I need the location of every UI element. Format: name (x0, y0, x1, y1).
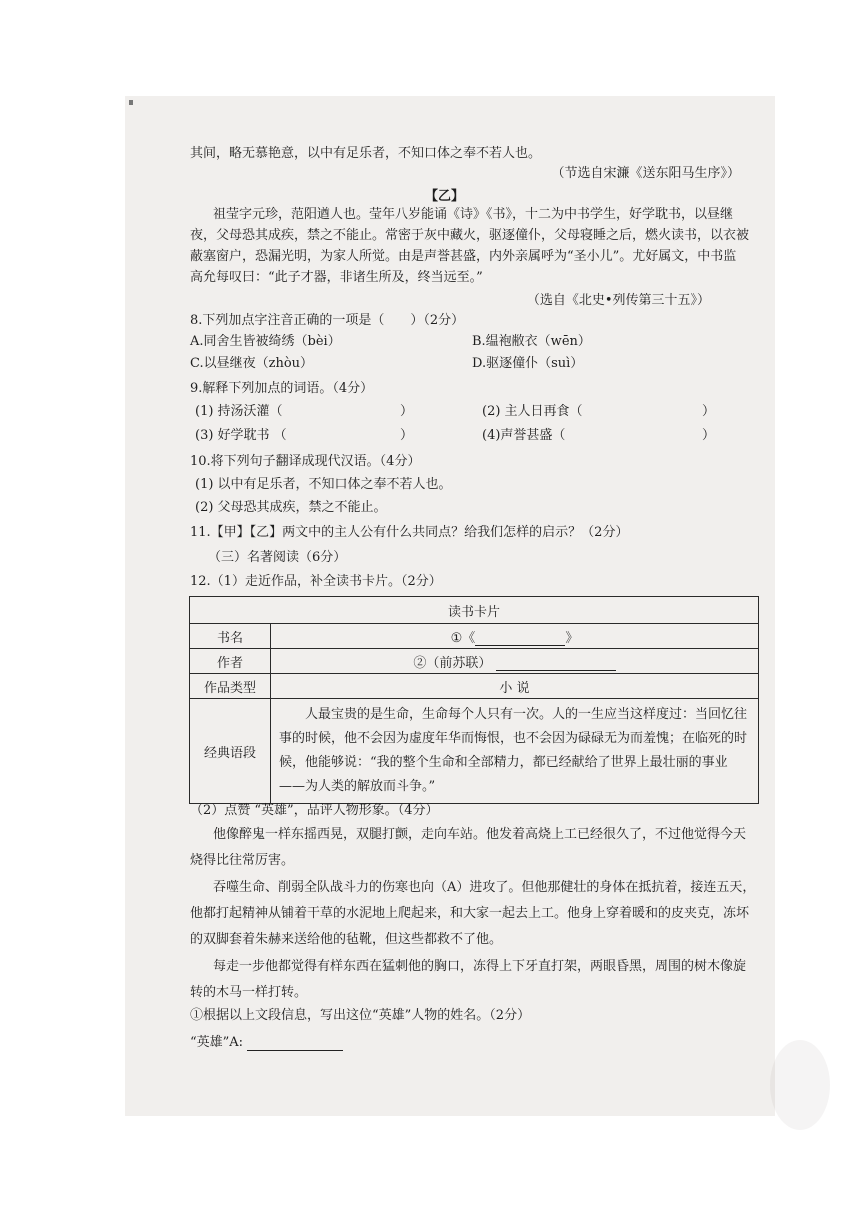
card-book-cell (271, 624, 759, 649)
q10-stem: 10.将下列句子翻译成现代汉语。（4分） (190, 454, 421, 469)
card-quote-text: 人最宝贵的是生命，生命每个人只有一次。人的一生应当这样度过：当回忆往事的时候，他不会因为虚度年华而悔恨，也不会因为碌碌无为而羞愧；在临死的时候，他能够说：“我的整个生命和全部精力，都已经献给了世界上最壮丽的事业——为人类的解放而斗争。” (271, 699, 759, 804)
card-quote-label: 经典语段 (190, 699, 271, 804)
passage-p3-line-1: 每走一步他都觉得有样东西在猛刺他的胸口，冻得上下牙直打架，两眼昏黑，周围的树木像旋 (213, 959, 747, 974)
q9-item-4: (4)声誉甚盛（ (482, 428, 566, 443)
q8-option-b: B.缊袍敝衣（wēn） (472, 334, 591, 349)
q9-item-3: (3) 好学耽书 （ (195, 428, 287, 443)
q9-item-2: (2) 主人日再食（ (482, 404, 583, 419)
part-b-line-1: 祖莹字元珍，范阳遒人也。莹年八岁能诵《诗》《书》，十二为中书学生，好学耽书，以昼继 (213, 207, 734, 222)
card-genre-label: 作品类型 (190, 674, 271, 699)
passage-p2-line-2: 他都打起精神从铺着干草的水泥地上爬起来，和大家一起去上工。他身上穿着暖和的皮夹克，冻坏 (190, 906, 750, 921)
q12-stem: 12.（1）走近作品，补全读书卡片。（2分） (190, 574, 442, 589)
passage-p1-line-1: 他像醉鬼一样东摇西晃，双腿打颤，走向车站。他发着高烧上工已经很久了，不过他觉得今天 (213, 827, 747, 842)
answer-row (190, 1035, 343, 1051)
passage-p2-line-3: 的双脚套着朱赫来送给他的毡靴，但这些都救不了他。 (190, 932, 503, 947)
card-author-label: 作者 (190, 649, 271, 674)
part-a-source: （节选自宋濂《送东阳马生序》） (551, 166, 740, 181)
q8-option-d: D.驱逐僮仆（suì） (472, 356, 584, 371)
q11-stem: 11.【甲】【乙】两文中的主人公有什么共同点？给我们怎样的启示？（2分） (190, 525, 629, 540)
passage-p1-line-2: 烧得比往常厉害。 (190, 853, 295, 868)
passage-p3-line-2: 转的木马一样打转。 (190, 985, 308, 1000)
q9-item-3-close: ） (400, 428, 414, 443)
answer-blank[interactable] (247, 1037, 343, 1051)
q9-item-4-close: ） (702, 428, 716, 443)
q10-sentence-2: (2) 父母恐其成疾，禁之不能止。 (195, 500, 387, 515)
card-author-blank[interactable] (496, 657, 616, 671)
q12-sub2: （2）点赞 “英雄”，品评人物形象。（4分） (190, 803, 439, 818)
passage-p2-line-1: 吞噬生命、削弱全队战斗力的伤寒也向（A）进攻了。但他那健壮的身体在抵抗着，接连五天， (213, 880, 756, 895)
card-author-cell (271, 649, 759, 674)
card-title: 读书卡片 (190, 597, 759, 624)
part-b-line-4: 高允每叹曰：“此子才器，非诸生所及，终当远至。” (190, 270, 483, 285)
part-b-source: （选自《北史•列传第三十五》） (526, 293, 710, 308)
card-book-close: 》 (565, 630, 579, 646)
part-b-line-3: 蔽塞窗户，恐漏光明，为家人所觉。由是声誉甚盛，内外亲属呼为“圣小儿”。尤好属文，中书监 (190, 249, 737, 264)
scan-corner-mark (129, 100, 133, 105)
q9-item-1-close: ） (400, 404, 414, 419)
card-book-label: 书名 (190, 624, 271, 649)
card-book-value: ①《 (450, 630, 476, 646)
part-a-tail-text: 其间，略无慕艳意，以中有足乐者，不知口体之奉不若人也。 (190, 146, 542, 161)
card-genre-value: 小 说 (271, 674, 759, 699)
section-3-heading: （三）名著阅读（6分） (208, 550, 347, 565)
reading-card-table (189, 596, 759, 804)
q8-option-a: A.同舍生皆被绮绣（bèi） (190, 334, 341, 349)
q10-sentence-1: (1) 以中有足乐者，不知口体之奉不若人也。 (195, 477, 452, 492)
q12-sub1-stem: ①根据以上文段信息，写出这位“英雄”人物的姓名。（2分） (190, 1008, 531, 1023)
answer-label: “英雄”A: (190, 1035, 244, 1050)
q8-stem: 8.下列加点字注音正确的一项是（ ）（2分） (190, 313, 465, 328)
q8-option-c: C.以昼继夜（zhòu） (190, 356, 314, 371)
part-b-line-2: 夜，父母恐其成疾，禁之不能止。常密于灰中藏火，驱逐僮仆，父母寝睡之后，燃火读书，以衣被 (190, 228, 750, 243)
q9-stem: 9.解释下列加点的词语。（4分） (190, 381, 374, 396)
q9-item-2-close: ） (702, 404, 716, 419)
card-book-blank[interactable] (475, 632, 565, 646)
scan-smudge (770, 1040, 830, 1130)
q9-item-1: (1) 持汤沃灌（ (195, 404, 283, 419)
part-b-heading: 【乙】 (425, 189, 465, 204)
card-author-value: ②（前苏联） (413, 655, 492, 671)
